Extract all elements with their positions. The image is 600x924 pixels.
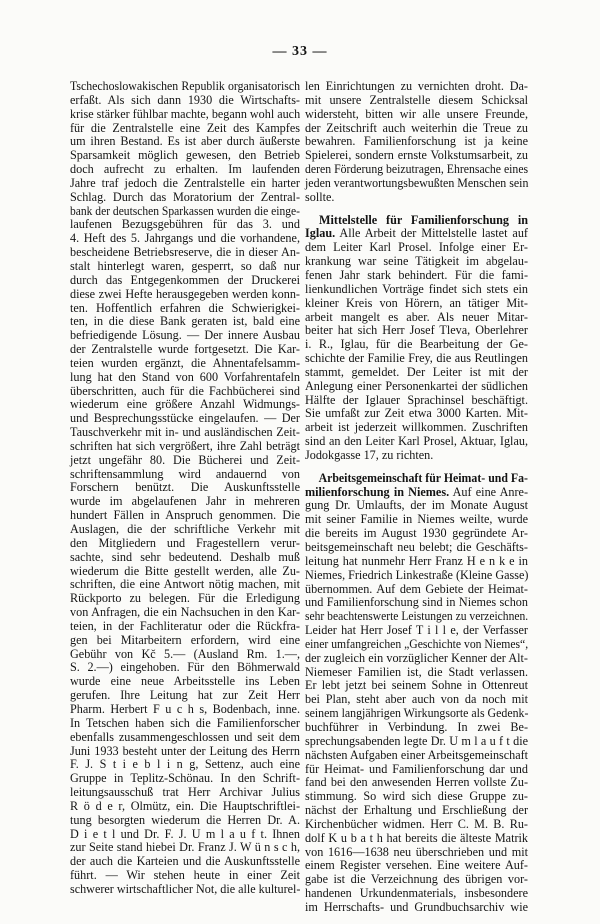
line-text: len Einrichtungen zu vernichten droht. Da- [305,79,528,93]
line-text: Juni 1933 besteht unter der Leitung des Herrn [70,743,300,758]
text-line [305,652,528,666]
text-line [70,315,300,329]
line-text: Niemeser Familien ist, die Stadt verlassen. [305,664,528,679]
text-line [70,717,300,731]
line-text: gabe ist die Verzeichnung des übrigen vor- [305,872,528,887]
text-line [70,481,300,495]
text-line [305,499,528,513]
line-text: ten, in die diese Bank geraten ist, bald eine [70,314,300,329]
line-text: laufenen Bezugsgebühren für das 3. und [70,217,300,232]
line-text: Hälfte der Iglauer Sprachinsel beschäftigt. [305,392,528,407]
line-text: der auch die Karteien und die Auskunftsstelle [70,854,300,869]
text-line [305,435,528,449]
text-line [305,804,528,818]
text-line [305,311,528,325]
text-line [305,283,528,297]
line-text: beitsgemeinschaft neu belebt; die Geschäfts- [305,540,528,554]
line-text: stalt hinterlegt waren, gesperrt, so daß nur [70,258,300,273]
line-text: sprechungsabenden legte Dr. U m l a u f t die [305,733,528,748]
text-line [305,873,528,887]
text-line [305,818,528,832]
line-text: i. R., Iglau, für die Bearbeitung der Ge- [305,337,528,352]
line-text: Gebühr von Kč 5.— (Ausland Rm. 1.—, [70,646,300,661]
line-text: schichte der Familie Frey, die aus Reutlingen [305,351,528,366]
text-line [70,537,300,551]
text-line [305,846,528,860]
text-line [70,232,300,246]
text-line [305,638,528,652]
line-text: erfaßt. Als sich dann 1930 die Wirtschafts- [70,92,300,107]
line-text: einer umfangreichen „Geschichte von Niemes“, [305,636,529,651]
line-text: beiter hat sich Herr Josef Tleva, Oberlehrer [305,323,528,338]
line-text: buchführer in Verbindung. In zwei Be- [305,719,528,734]
line-text: Forschern benützt. Die Auskunftsstelle [70,480,300,495]
text-line [305,241,528,255]
text-line [70,108,300,122]
line-text: von 1616—1638 neu überschrieben und mit [305,844,528,859]
text-line [70,371,300,385]
text-line [70,274,300,288]
line-text: wurde im abgelaufenen Jahr in mehreren [70,494,300,509]
text-line [70,841,300,855]
line-text: bescheidene Betriebsreserve, die in dieser An- [70,245,300,260]
text-line [305,149,528,163]
text-line [70,94,300,108]
text-line [70,385,300,399]
text-line [70,565,300,579]
text-line [70,883,300,897]
text-line [305,776,528,790]
text-line [305,527,528,541]
line-text: nächst der Erhaltung und Erschließung der [305,803,528,818]
line-text: ebenfalls zusammengeschlossen und seit dem [70,729,300,744]
text-line [70,800,300,814]
text-line [305,887,528,901]
text-line [305,135,528,149]
text-line [70,149,300,163]
line-text: Sie umfaßt zur Zeit etwa 3000 Karten. Mit- [305,406,528,421]
line-text: gen bei Mitarbeitern erfordern, wird eine [70,632,300,647]
text-line [305,407,528,421]
line-text: schriftensammlung wird andauernd von [70,466,300,481]
section-heading: Iglau. [305,226,336,241]
text-line [305,394,528,408]
text-line [305,421,528,435]
line-text: leitungsausschuß trat Herr Archivar Julius [70,785,300,800]
text-line [70,551,300,565]
line-text: leitung hat nunmehr Herr Franz H e n k e in [305,553,528,568]
line-text: lienkundlichen Vorträge findet sich stets ein [305,281,528,296]
line-text: Tschechoslowakischen Republik organisatorisch [70,79,300,93]
text-line [70,689,300,703]
text-line [305,721,528,735]
text-line [305,569,528,583]
line-text: der zugleich ein vorzüglicher Kenner der Alt- [305,650,528,665]
text-line [305,227,528,241]
line-text: krankung war seine Tätigkeit im abgelau- [305,254,528,269]
line-text: sehr beachtenswerte Leistungen zu verzeichnen. [305,609,529,624]
line-text: In Tetschen haben sich die Familienforscher [70,715,300,730]
line-text: bank der deutschen Sparkassen wurden die einge- [70,203,300,218]
text-line [70,246,300,260]
line-text: schwerer wirtschaftlicher Not, die alle kulturel- [70,881,301,896]
text-line [305,472,528,486]
line-text: Leider hat Herr Josef T i l l e, der Verfasser [305,623,528,638]
line-text: mit unsere Zentralstelle diesem Schicksal [305,92,528,107]
line-text: die bereits im August 1930 gegründete Ar- [305,526,528,541]
text-line [305,214,528,228]
line-text: bei Plan, steht aber auch von da noch mit [305,692,528,707]
line-text: befriedigende Lösung. — Der innere Ausbau [70,328,300,343]
line-text: von Anfragen, die ein Nachsuchen in den Kar- [70,605,300,620]
line-text: mit seiner Familie in Niemes weilte, wurde [305,512,528,527]
text-line [305,324,528,338]
line-text: wiederum eine größere Anzahl Widmungs- [70,397,300,412]
line-text: gung Dr. Umlaufts, der im Monate August [305,498,528,513]
text-line [305,735,528,749]
line-text: übernommen. Auf dem Gebiete der Heimat- [305,581,528,596]
text-line [70,758,300,772]
text-line [305,790,528,804]
text-line [305,108,528,122]
text-line [70,357,300,371]
line-text: teien, in der Fachliteratur oder die Rückfra- [70,618,300,633]
line-text: wiederum die Bitte gestellt werden, alle Zu- [70,563,300,578]
text-line [305,624,528,638]
text-line [70,260,300,274]
text-line [305,269,528,283]
text-line [70,648,300,662]
line-text: teien wurden ergänzt, die Ahnentafelsamm- [70,355,300,370]
text-line [70,828,300,842]
line-text: 4. Heft des 5. Jahrgangs und die vorhandene, [70,231,300,246]
line-text: führt. — Wir stehen heute in einer Zeit [70,868,300,883]
text-line [70,620,300,634]
line-text: gerufen. Ihre Leitung hat zur Zeit Herr [70,688,300,703]
section-heading: milienforschung in Niemes. [305,484,450,499]
text-line [70,745,300,759]
text-line [70,454,300,468]
text-line [305,255,528,269]
line-text: Sparsamkeit möglich gewesen, den Betrieb [70,148,300,163]
line-text: zur Seite stand hiebei Dr. Franz J. W ü n s c h, [70,840,300,855]
line-text: stimmung. So wird sich diese Gruppe zu- [305,789,528,804]
text-line [305,163,528,177]
text-line [70,606,300,620]
text-line [305,859,528,873]
text-line [70,343,300,357]
text-line [70,592,300,606]
text-line [305,449,528,463]
text-line [70,703,300,717]
line-text: dem Leiter Karl Prosel. Infolge einer Er- [305,240,528,255]
text-line [70,398,300,412]
line-text: Alle Arbeit der Mittelstelle lastet auf [335,226,528,241]
line-text: und Familienforschung sind in Niemes schon [305,595,528,610]
line-text: schriften hat sich vergrößert, ihre Zahl beträgt [70,438,300,453]
line-text: D i e t l und Dr. F. J. U m l a u f t. Ihnen [70,826,300,841]
line-text: R ö d e r, Olmütz, ein. Die Hauptschriftlei- [70,798,300,813]
line-text: arbeit ist jederzeit willkommen. Zuschriften [305,420,528,435]
text-line [70,412,300,426]
text-line [305,583,528,597]
text-line [70,634,300,648]
line-text: Auf eine Anre- [449,484,528,499]
text-line [305,763,528,777]
text-line [70,855,300,869]
line-text: jetzt ungefähr 80. Die Bücherei und Zeit- [70,452,300,467]
section-heading: Mittelstelle für Familienforschung in [319,212,528,227]
line-text: lung hat den Stand von 600 Vorfahrentafeln [70,369,300,384]
text-line [70,80,300,94]
text-line [70,288,300,302]
line-text: Er lebt jetzt bei seinem Sohne in Ottenreut [305,678,528,693]
right-text-column [305,80,528,915]
line-text: nächsten Aufgaben einer Arbeitsgemeinschaft [305,747,528,762]
line-text: Anlegung einer Personenkartei der südlichen [305,378,528,393]
text-line [70,523,300,537]
line-text: diese zwei Hefte herausgegeben werden konn- [70,286,300,301]
line-text: handenen Urkundenmaterials, insbesondere [305,886,528,901]
text-line [305,94,528,108]
text-line [70,814,300,828]
text-line [305,486,528,500]
line-text: tung besorgten wiederum die Herren Dr. A. [70,812,300,827]
line-text: für die Zentralstelle eine Zeit des Kampfes [70,120,300,135]
line-text: kleiner Kreis von Hörern, an tätiger Mit- [305,295,528,310]
text-line [70,440,300,454]
text-line [70,329,300,343]
text-line [305,191,528,205]
text-line [70,135,300,149]
line-text: durch das Entgegenkommen der Druckerei [70,272,300,287]
line-text: den Mitgliedern und Fragestellern verur- [70,535,300,550]
text-line [70,772,300,786]
line-text: und Besprechungsstücke eingelaufen. — Der [70,411,300,426]
text-line [70,509,300,523]
line-text: arbeit mangelt es aber. Als neuer Mitar- [305,309,528,324]
line-text: Jodokgasse 17, zu richten. [305,447,434,462]
text-line [70,869,300,883]
line-text: Schlag. Durch das Moratorium der Zentral- [70,189,300,204]
text-line [70,426,300,440]
text-line [305,693,528,707]
text-line [70,661,300,675]
text-line [70,731,300,745]
text-line [305,366,528,380]
line-text: widersteht, bitten wir alle unsere Freunde, [305,106,528,121]
line-text: sachte, sind sehr bedeutend. Deshalb muß [70,549,300,564]
text-line [70,675,300,689]
line-text: Niemes, Friedrich Linkestraße (Kleine Gasse) [305,567,529,582]
line-text: jeden verantwortungsbewußten Menschen sein [305,175,529,190]
text-line [70,122,300,136]
text-line [305,707,528,721]
line-text: S. 2.—) eingehoben. Für den Böhmerwald [70,660,300,675]
text-line [305,666,528,680]
section-heading: Arbeitsgemeinschaft für Heimat- und Fa- [318,470,528,485]
text-line [70,495,300,509]
text-line [305,541,528,555]
line-text: Pharm. Herbert F u c h s, Bodenbach, inne. [70,701,300,716]
line-text: bewahren. Familienforschung ist ja keine [305,134,528,149]
line-text: Gruppe in Teplitz-Schönau. In den Schrift- [70,771,300,786]
text-line [70,163,300,177]
text-line [305,901,528,915]
text-line [70,205,300,219]
text-line [305,80,528,94]
line-text: Kirchenbücher widmen. Herr C. M. B. Ru- [305,816,528,831]
line-text: dolf K u b a t h hat bereits die älteste Matrik [305,830,528,845]
line-text: deren Förderung beizutragen, Ehrensache eines [305,162,529,177]
line-text: krise stärker fühlbar machte, begann wohl auch [70,106,301,121]
text-line [305,596,528,610]
text-line [70,468,300,482]
text-line [70,578,300,592]
line-text: ten. Hoffentlich erfahren die Schwierigkei- [70,300,300,315]
text-line [305,610,528,624]
line-text: Jahre traf jedoch die Zentralstelle ein harter [70,175,300,190]
line-text: für Heimat- und Familienforschung dar und [305,761,528,776]
text-line [305,749,528,763]
line-text: einem Register versehen. Eine weitere Auf- [305,858,528,873]
line-text: hundert Fällen in Anspruch genommen. Die [70,508,300,523]
text-line [305,380,528,394]
text-line [305,352,528,366]
line-text: sind an den Leiter Karl Prosel, Aktuar, Iglau, [305,434,528,449]
line-text: fand bei den anwesenden Herren vollste Zu- [305,775,528,790]
line-text: im Herrschafts- und Grundbuchsarchiv wie [305,899,528,914]
text-line [305,555,528,569]
line-text: um ihren Bestand. Es ist aber durch äußerste [70,134,300,149]
text-line [305,338,528,352]
text-line [70,302,300,316]
line-text: der Zentralstelle wurde fortgesetzt. Die Kar- [70,342,300,357]
text-line [70,786,300,800]
line-text: doch aufrecht zu erhalten. Im laufenden [70,162,300,177]
line-text: wurde eine neue Arbeitsstelle ins Leben [70,674,300,689]
text-line [305,513,528,527]
line-text: Spielerei, sondern ernste Volkstumsarbeit, zu [305,148,528,163]
line-text: F. J. S t i e b l i n g, Settenz, auch eine [70,757,300,772]
line-text: Auslagen, die der schriftliche Verkehr mit [70,522,300,536]
text-line [305,832,528,846]
text-line [305,297,528,311]
line-text: seinem langjährigen Wirkungsorte als Gedenk- [305,706,529,721]
line-text: sollte. [305,189,335,204]
text-line [305,679,528,693]
line-text: Tauschverkehr mit in- und ausländischen Zeit- [70,425,300,440]
text-line [70,218,300,232]
line-text: fenen Jahr stark behindert. Für die fami- [305,267,528,282]
line-text: stammt, gemeldet. Der Leiter ist mit der [305,364,528,379]
line-text: der Zeitschrift auch weiterhin die Treue zu [305,120,528,135]
text-line [305,177,528,191]
left-text-column [70,80,300,897]
line-text: schriften, die eine Antwort nötig machen, mit [70,577,300,592]
page-number: — 33 — [272,44,328,59]
line-text: überschritten, auch für die Fachbücherei sind [70,383,300,398]
text-line [305,122,528,136]
text-line [70,177,300,191]
line-text: Rückporto zu belegen. Für die Erledigung [70,591,300,606]
text-line [70,191,300,205]
